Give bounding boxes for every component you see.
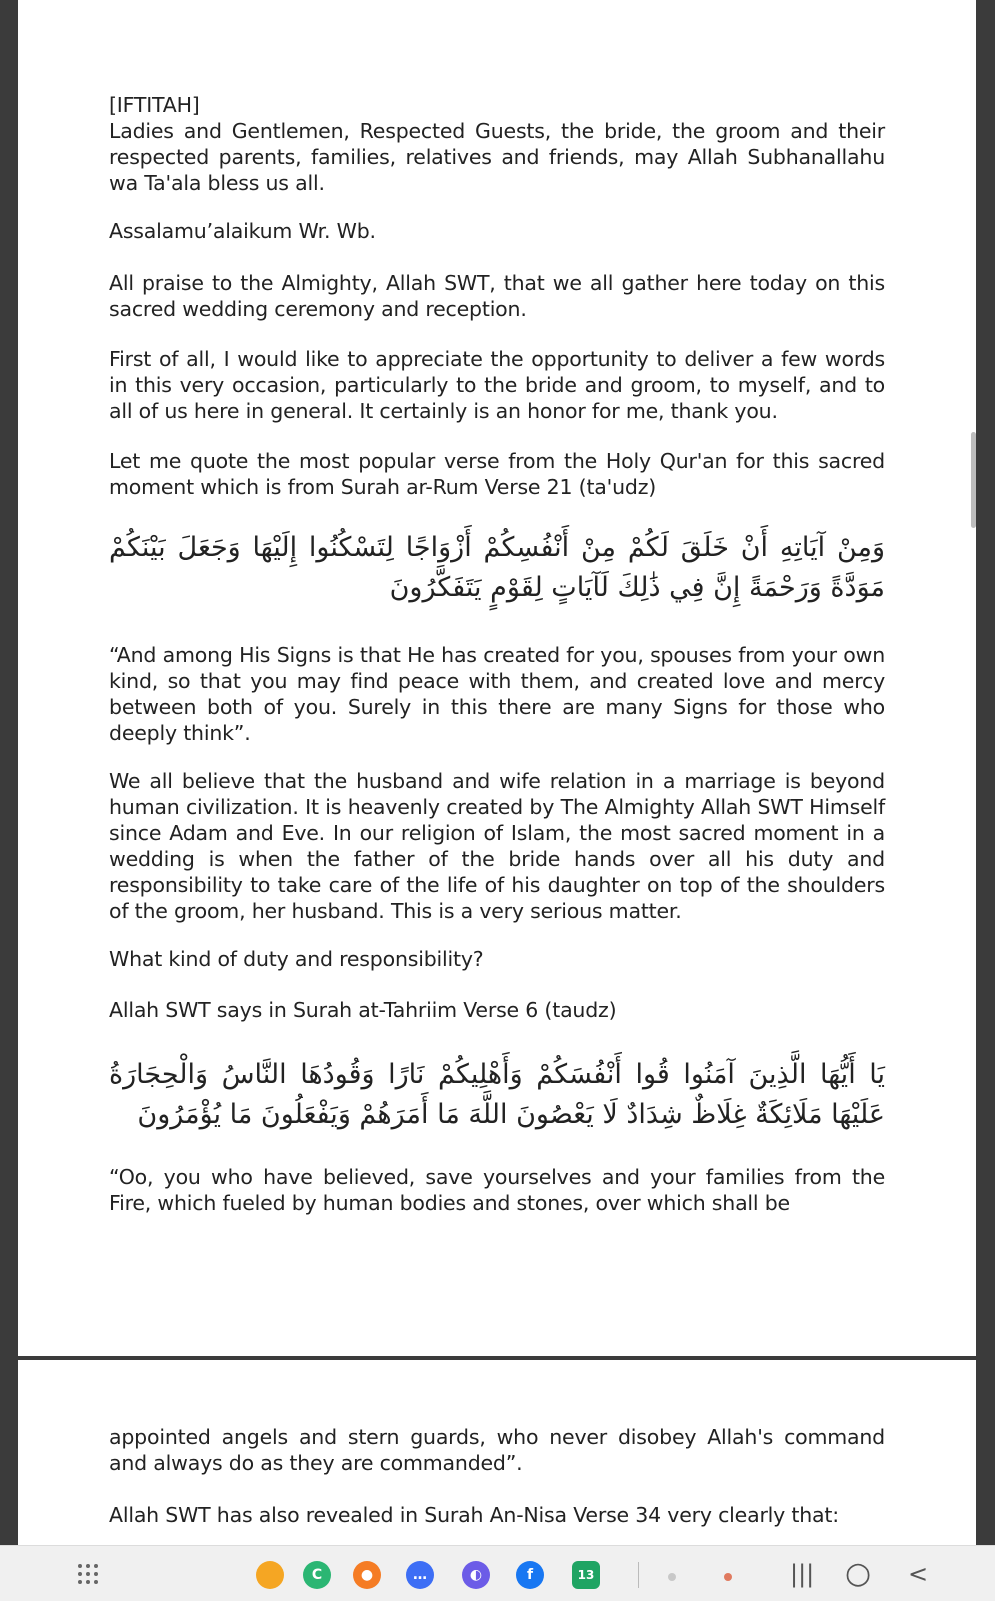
taskbar-separator	[638, 1562, 639, 1588]
paragraph-tahrim-intro: Allah SWT says in Surah at-Tahriim Verse 6 (taudz)	[109, 998, 617, 1022]
back-button[interactable]: <	[908, 1560, 929, 1588]
taskbar	[0, 1545, 995, 1601]
paragraph-question: What kind of duty and responsibility?	[109, 947, 484, 971]
home-button[interactable]: ○	[845, 1556, 872, 1591]
document-page-2	[18, 1360, 976, 1545]
browser-app-icon[interactable]: ◐	[462, 1561, 490, 1589]
paragraph-praise: All praise to the Almighty, Allah SWT, that we all gather here today on this sacred wedding ceremony and reception.	[109, 271, 885, 321]
calendar-app-icon[interactable]: 13	[572, 1561, 600, 1589]
scroll-handle[interactable]	[971, 432, 976, 528]
paragraph-an-nisa-intro: Allah SWT has also revealed in Surah An-Nisa Verse 34 very clearly that:	[109, 1503, 839, 1527]
translation-at-tahrim-6-end: appointed angels and stern guards, who never disobey Allah's command and always do as they are commanded”.	[109, 1425, 885, 1475]
translation-ar-rum-21: “And among His Signs is that He has created for you, spouses from your own kind, so that you may find peace with them, and created love and mercy between both of you. Surely in this there are many Signs for those who deeply think”.	[109, 643, 885, 745]
messages-app-icon[interactable]: …	[406, 1561, 434, 1589]
recent-app-dot-icon[interactable]	[724, 1573, 732, 1581]
app-drawer-icon[interactable]	[78, 1564, 100, 1586]
paragraph-quote-intro: Let me quote the most popular verse from the Holy Qur'an for this sacred moment which is from Surah ar-Rum Verse 21 (ta'udz)	[109, 449, 885, 499]
page-1-text	[109, 92, 885, 196]
phone-app-icon[interactable]: C	[303, 1561, 331, 1589]
recents-button[interactable]: |||	[790, 1560, 815, 1588]
translation-at-tahrim-6-start: “Oo, you who have believed, save yourselves and your families from the Fire, which fueled by human bodies and stones, over which shall be	[109, 1165, 885, 1215]
recent-app-dot-icon[interactable]	[668, 1573, 676, 1581]
arabic-verse-ar-rum-21: وَمِنْ آيَاتِهِ أَنْ خَلَقَ لَكُمْ مِنْ أَنْفُسِكُمْ أَزْوَاجًا لِتَسْكُنُوا إِلَيْهَا وَجَعَلَ بَيْنَكُمْ مَوَدَّةً وَرَحْمَةً إِنَّ فِي ذَٰلِكَ لَآيَاتٍ لِقَوْمٍ يَتَفَكَّرُونَ	[109, 532, 885, 603]
paragraph-belief: We all believe that the husband and wife relation in a marriage is beyond human civilization. It is heavenly created by The Almighty Allah SWT Himself since Adam and Eve. In our religion of Islam, the most sacred moment in a wedding is when the father of the bride hands over all his duty and responsibility to take care of the life of his daughter on top of the shoulders of the groom, her husband. This is a very serious matter.	[109, 769, 885, 923]
facebook-app-icon[interactable]: f	[516, 1561, 544, 1589]
paragraph-appreciation: First of all, I would like to appreciate the opportunity to deliver a few words in this very occasion, particularly to the bride and groom, to myself, and to all of us here in general. It certainly is an honor for me, thank you.	[109, 347, 885, 423]
arabic-verse-at-tahrim-6: يَا أَيُّهَا الَّذِينَ آمَنُوا قُوا أَنْفُسَكُمْ وَأَهْلِيكُمْ نَارًا وَقُودُهَا النَّاسُ وَالْحِجَارَةُ عَلَيْهَا مَلَائِكَةٌ غِلَاظٌ شِدَادٌ لَا يَعْصُونَ اللَّهَ مَا أَمَرَهُمْ وَيَفْعَلُونَ مَا يُؤْمَرُونَ	[109, 1059, 885, 1130]
document-page-1	[18, 0, 976, 1356]
paragraph-salam: Assalamu’alaikum Wr. Wb.	[109, 219, 376, 243]
heading-iftitah: [IFTITAH]	[109, 93, 200, 117]
paragraph-greeting: Ladies and Gentlemen, Respected Guests, the bride, the groom and their respected parents, families, relatives and friends, may Allah Subhanallahu wa Ta'ala bless us all.	[109, 119, 885, 195]
contacts-app-icon[interactable]: ●	[353, 1561, 381, 1589]
notes-app-icon[interactable]	[256, 1561, 284, 1589]
